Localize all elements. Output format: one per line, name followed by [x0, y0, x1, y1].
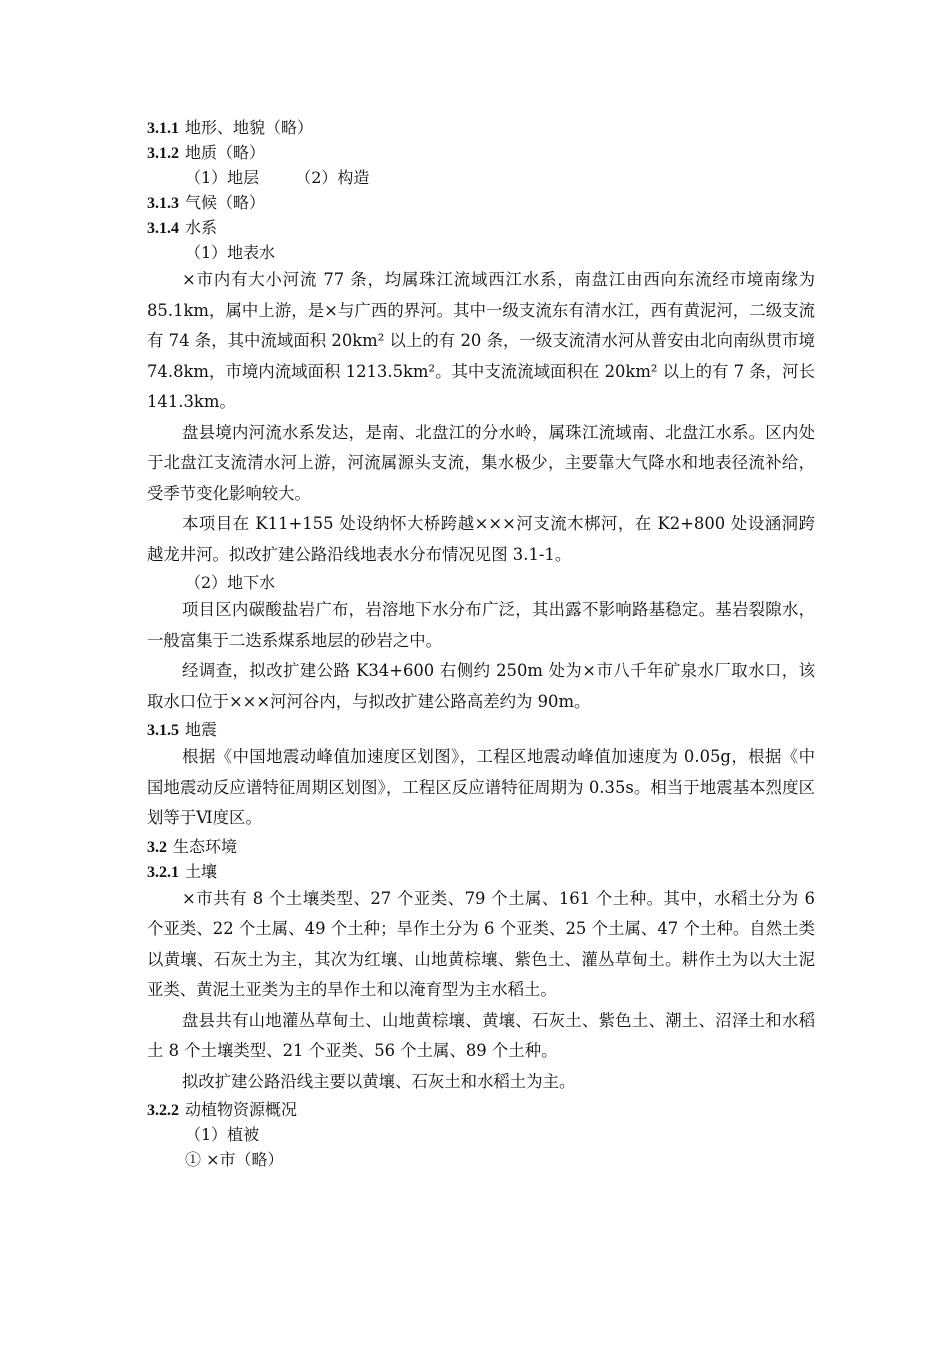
subheading-vegetation: （1）植被 — [185, 1125, 260, 1144]
paragraph: 本项目在 K11+155 处设纳怀大桥跨越×××河支流木梆河，在 K2+800 处设涵洞跨越龙井河。拟改扩建公路沿线地表水分布情况见图 3.1-1。 — [147, 514, 815, 564]
heading-3-1-5: 3.1.5 地震 — [147, 720, 218, 739]
subheading-city: ① ×市（略） — [185, 1150, 284, 1169]
paragraph: 盘县境内河流水系发达，是南、北盘江的分水岭，属珠江流域南、北盘江水系。区内处于北盘江支流清水河上游，河流属源头支流，集水极少，主要靠大气降水和地表径流补给，受季节变化影响较大。 — [147, 422, 815, 503]
heading-3-1-3: 3.1.3 气候（略） — [147, 193, 266, 212]
paragraph: ×市共有 8 个土壤类型、27 个亚类、79 个土属、161 个土种。其中，水稻土分为 6 个亚类、22 个土属、49 个土种；旱作土分为 6 个亚类、25 个土属、47 个土种。自然土类以黄壤、石灰土为主，其次为红壤、山地黄棕壤、紫色土、灌丛草甸土。耕作土为以大土泥亚类、黄泥土亚类为主的旱作土和以淹育型为主水稻土。 — [147, 888, 815, 999]
paragraph: 拟改扩建公路沿线主要以黄壤、石灰土和水稻土为主。 — [182, 1071, 576, 1091]
heading-3-1-2: 3.1.2 地质（略） — [147, 143, 266, 162]
subheading-surface-water: （1）地表水 — [185, 243, 276, 262]
subheading-groundwater: （2）地下水 — [185, 573, 276, 592]
paragraph: 根据《中国地震动峰值加速度区划图》，工程区地震动峰值加速度为 0.05g，根据《中国地震动反应谱特征周期区划图》，工程区反应谱特征周期为 0.35s。相当于地震基本烈度区划等于Ⅵ度区。 — [147, 747, 815, 827]
document-body — [147, 115, 815, 1172]
heading-3-2-1: 3.2.1 土壤 — [147, 861, 218, 881]
paragraph: 经调查，拟改扩建公路 K34+600 右侧约 250m 处为×市八千年矿泉水厂取水口，该取水口位于×××河河谷内，与拟改扩建公路高差约为 90m。 — [147, 661, 815, 711]
heading-3-2-2: 3.2.2 动植物资源概况 — [147, 1100, 298, 1119]
paragraph: 盘县共有山地灌丛草甸土、山地黄棕壤、黄壤、石灰土、紫色土、潮土、沼泽土和水稻土 8 个土壤类型、21 个亚类、56 个土属、89 个土种。 — [147, 1010, 815, 1060]
subitem-strata-structure: （1）地层 （2）构造 — [185, 168, 370, 187]
heading-3-2: 3.2 生态环境 — [147, 836, 238, 856]
heading-3-1-4: 3.1.4 水系 — [147, 218, 218, 237]
paragraph: ×市内有大小河流 77 条，均属珠江流域西江水系，南盘江由西向东流经市境南缘为 85.1km，属中上游，是×与广西的界河。其中一级支流东有清水江，西有黄泥河，二级支流有 74 条，其中流域面积 20km² 以上的有 20 条，一级支流清水河从普安由北向南纵贯市境 74.8km，市境内流域面积 1213.5km²。其中支流流域面积在 20km² 以上的有 7 条，河长 141.3km。 — [147, 270, 815, 411]
paragraph: 项目区内碳酸盐岩广布，岩溶地下水分布广泛，其出露不影响路基稳定。基岩裂隙水，一般富集于二迭系煤系地层的砂岩之中。 — [147, 600, 815, 650]
heading-3-1-1: 3.1.1 地形、地貌（略） — [147, 118, 314, 137]
